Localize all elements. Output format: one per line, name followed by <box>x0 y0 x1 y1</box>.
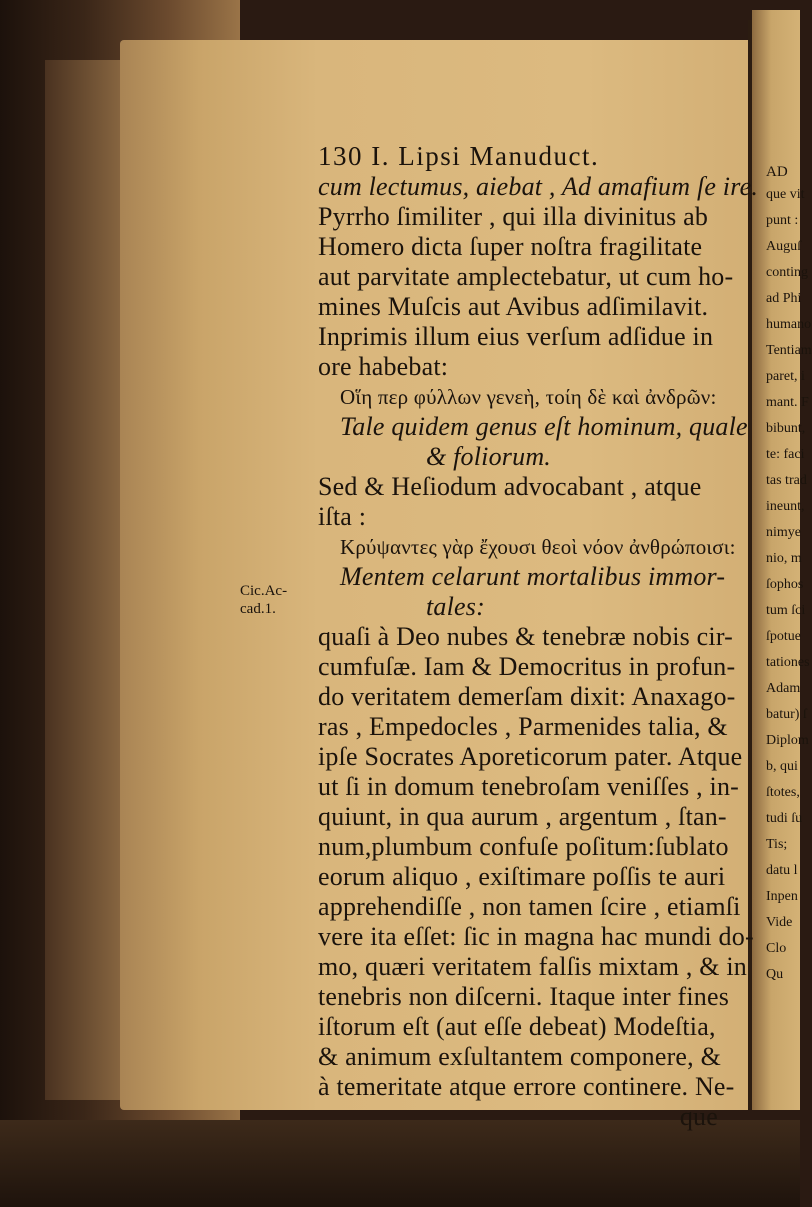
facing-page-lines <box>752 182 812 988</box>
margin-note-line: Cic.Ac- <box>240 583 288 599</box>
facing-page-line: punt : <box>766 213 799 228</box>
text-line: apprehendiſſe , non tamen ſcire , etiamſi <box>318 892 741 921</box>
text-line: que <box>679 1102 718 1131</box>
facing-page-line: conting <box>766 265 808 280</box>
facing-page-line: te: faci <box>766 447 805 462</box>
facing-page-line: bibunt, <box>766 421 806 436</box>
facing-page-line: b, qui <box>766 759 798 774</box>
text-line: tales: <box>426 592 485 621</box>
text-line: iſta : <box>318 502 367 531</box>
facing-page-line: que vit <box>766 187 805 202</box>
text-line: ipſe Socrates Aporeticorum pater. Atque <box>318 742 743 771</box>
facing-page-line: tationes <box>766 655 810 670</box>
text-line: mo, quæri veritatem falſis mixtam , & in <box>318 952 747 981</box>
text-line: eorum aliquo , exiſtimare poſſis te auri <box>318 862 726 891</box>
facing-page-line: tudi ſu <box>766 811 803 826</box>
text-line: Sed & Heſiodum advocabant , atque <box>318 472 702 501</box>
text-line: do veritatem demerſam dixit: Anaxago- <box>318 682 736 711</box>
facing-page-line: nio, m <box>766 551 802 566</box>
text-line: num,plumbum confuſe poſitum:ſublato <box>318 832 729 861</box>
text-line: ut ſi in domum tenebroſam veniſſes , in- <box>318 772 740 801</box>
facing-page-line: Vide <box>766 915 793 930</box>
text-line: Κρύψαντες γὰρ ἔχουσι θεοὶ νόον ἀνθρώποισι: <box>340 535 736 559</box>
facing-page-line: Clo <box>766 941 787 956</box>
text-line: Homero dicta ſuper noſtra fragilitate <box>318 232 703 261</box>
margin-note <box>240 582 287 618</box>
text-line: Tale quidem genus eſt hominum, quale <box>340 412 748 441</box>
text-line: & foliorum. <box>426 442 551 471</box>
running-header: 130 I. Lipsi Manuduct. <box>318 141 600 171</box>
text-line: Pyrrho ſimiliter , qui illa divinitus ab <box>318 202 709 231</box>
facing-page-line: batur) ſ <box>766 707 807 722</box>
text-line: quaſi à Deo nubes & tenebræ nobis cir- <box>318 622 734 651</box>
text-line: aut parvitate amplectebatur, ut cum ho- <box>318 262 734 291</box>
facing-page-line: humano <box>766 317 812 332</box>
text-line: iſtorum eſt (aut eſſe debeat) Modeſtia, <box>318 1012 716 1041</box>
facing-page-line: ineunt, <box>766 499 805 514</box>
text-line: à temeritate atque errore continere. Ne- <box>318 1072 735 1101</box>
text-line: Οἵη περ φύλλων γενεὴ, τοίη δὲ καὶ ἀνδρῶν: <box>340 385 717 409</box>
text-line: ore habebat: <box>318 352 449 381</box>
margin-note-line: cad.1. <box>240 601 276 617</box>
text-line: Inprimis illum eius verſum adſidue in <box>318 322 714 351</box>
text-line: quiunt, in qua aurum , argentum , ſtan- <box>318 802 727 831</box>
text-line: ras , Empedocles , Parmenides talia, & <box>318 712 728 741</box>
text-line: cum lectuтus, aiebat , Ad amafium ſe ire. <box>318 172 759 201</box>
body-text <box>318 140 758 1132</box>
facing-page-line: Diplom <box>766 733 809 748</box>
facing-page-fragment <box>752 10 812 1110</box>
facing-page-line: Auguſ <box>766 239 801 254</box>
text-line: & animum exſultantem componere, & <box>318 1042 721 1071</box>
text-lines <box>318 172 758 1132</box>
facing-page-line: paret, i <box>766 369 805 384</box>
facing-page-line: Inpen <box>766 889 798 904</box>
facing-page-line: ſtotes, <box>766 785 800 800</box>
facing-page-line: nimye <box>766 525 801 540</box>
text-line: cumfuſæ. Iam & Democritus in profun- <box>318 652 736 681</box>
facing-page-line: Qu <box>766 967 784 982</box>
facing-page-header: AD <box>766 164 788 180</box>
facing-page-line: datu l <box>766 863 798 878</box>
facing-page-line: ad Phi <box>766 291 802 306</box>
facing-page-line: ſophos <box>766 577 804 592</box>
facing-page-line: ſpotue <box>766 629 801 644</box>
facing-page-line: Tis; <box>766 837 788 852</box>
text-line: Mentem celarunt mortalibus immor- <box>340 562 726 591</box>
facing-page-line: tum ſci <box>766 603 806 618</box>
facing-page-line: Tentiam <box>766 343 812 358</box>
background-bottom <box>0 1120 800 1207</box>
text-line: vere ita eſſet: ſic in magna hac mundi do- <box>318 922 754 951</box>
text-line: mines Muſcis aut Avibus adſimilavit. <box>318 292 709 321</box>
text-line: tenebris non diſcerni. Itaque inter fines <box>318 982 730 1011</box>
facing-page-line: Adam <box>766 681 801 696</box>
facing-page-line: tas trad <box>766 473 807 488</box>
facing-page-line: mant. F <box>766 395 809 410</box>
